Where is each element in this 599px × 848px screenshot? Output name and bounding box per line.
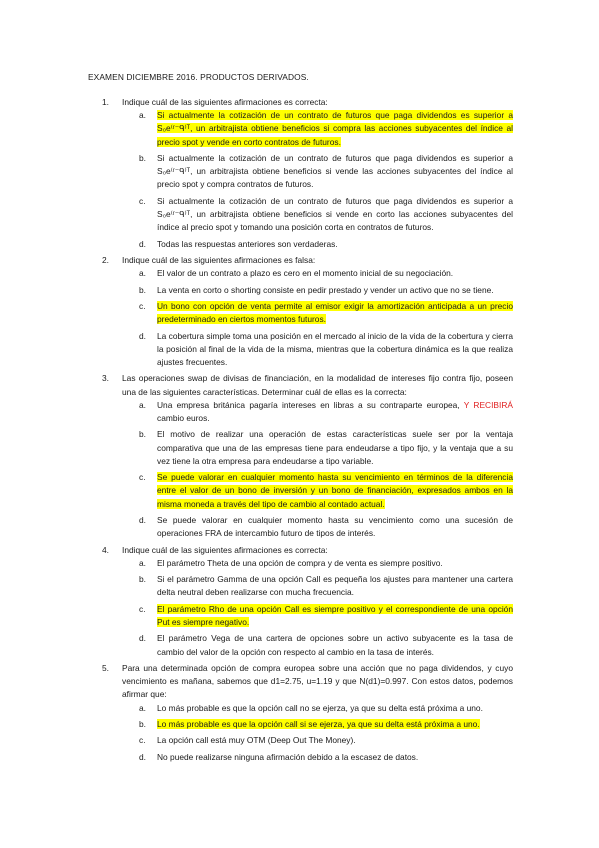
option-4-b xyxy=(122,573,513,599)
highlighted-answer xyxy=(157,301,513,324)
option-letter: a. xyxy=(139,702,146,713)
option-1-d xyxy=(122,238,513,251)
option-text: El parámetro Theta de una opción de compra y de venta es siempre positivo. xyxy=(157,557,443,568)
option-text: Lo más probable es que la opción call si se ejerza, ya que su delta está próxima a uno. xyxy=(157,718,480,729)
option-body xyxy=(157,633,513,656)
option-body xyxy=(157,558,443,568)
question-4 xyxy=(88,544,513,659)
option-body xyxy=(157,429,513,465)
option-3-c xyxy=(122,471,513,511)
question-text: Indique cuál de las siguientes afirmaciones es falsa: xyxy=(122,254,316,265)
option-list xyxy=(122,267,513,369)
option-text: El valor de un contrato a plazo es cero en el momento inicial de su negociación. xyxy=(157,268,454,279)
option-letter: d. xyxy=(139,238,146,249)
option-letter: a. xyxy=(139,110,146,121)
option-5-b xyxy=(122,718,513,731)
option-text: Lo más probable es que la opción call no se ejerza, ya que su delta está próxima a uno. xyxy=(157,702,483,713)
question-number: 1. xyxy=(102,97,109,107)
option-4-d xyxy=(122,632,513,658)
option-4-c xyxy=(122,603,513,629)
option-body xyxy=(157,285,494,295)
option-letter: b. xyxy=(139,284,146,295)
option-2-b xyxy=(122,284,513,297)
option-letter: d. xyxy=(139,514,146,525)
option-letter: c. xyxy=(139,735,146,746)
option-text: Se puede valorar en cualquier momento hasta su vencimiento como una sucesión de operaciones FRA de intercambio futuro de tipos de interés. xyxy=(157,514,513,539)
option-3-b xyxy=(122,428,513,468)
option-letter: b. xyxy=(139,574,146,585)
option-1-b xyxy=(122,152,513,192)
option-text: La opción call está muy OTM (Deep Out The Money). xyxy=(157,735,356,746)
option-letter: d. xyxy=(139,633,146,644)
option-body xyxy=(157,268,453,278)
option-letter: a. xyxy=(139,557,146,568)
option-letter: b. xyxy=(139,153,146,163)
option-body xyxy=(157,196,513,232)
option-1-a xyxy=(122,109,513,149)
option-letter: a. xyxy=(139,399,146,410)
option-text: El parámetro Vega de una cartera de opciones sobre un activo subyacente es la tasa de cambio del valor de la opción con respecto al cambio en la tasa de interés. xyxy=(157,633,513,657)
option-text: El parámetro Rho de una opción Call es siempre positivo y el correspondiente de una opción Put es siempre negativo. xyxy=(157,603,513,627)
option-text: Una empresa británica pagaría intereses en libras a su contraparte europea, xyxy=(157,399,460,410)
option-letter: a. xyxy=(139,268,146,279)
question-number: 5. xyxy=(102,662,109,673)
option-body xyxy=(157,331,513,367)
option-2-a xyxy=(122,267,513,280)
option-letter: c. xyxy=(139,195,146,206)
option-letter: b. xyxy=(139,718,146,729)
question-number: 2. xyxy=(102,254,109,265)
question-text: Las operaciones swap de divisas de financiación, en la modalidad de intereses fijo contra fijo, poseen una de las siguientes características. Determinar cuál de ellas es la correcta: xyxy=(122,373,513,397)
highlighted-answer xyxy=(157,604,513,627)
question-1 xyxy=(88,96,513,251)
option-letter: c. xyxy=(139,300,146,311)
option-body xyxy=(157,400,513,423)
question-2 xyxy=(88,254,513,369)
highlighted-answer xyxy=(157,472,513,508)
option-list xyxy=(122,702,513,764)
option-2-c xyxy=(122,300,513,326)
option-5-c xyxy=(122,734,513,747)
option-letter: c. xyxy=(139,603,146,614)
option-text: Si actualmente la cotización de un contrato de futuros que paga dividendos es superior a S₀e⁽ʳ⁻ᑫ⁾ᵀ, un arbitrajista obtiene beneficios si vende en corto las acciones subyacentes del índice al precio spot y tomando una posición corta en contratos de futuros. xyxy=(157,195,513,233)
option-text: Se puede valorar en cualquier momento hasta su vencimiento en términos de la diferencia entre el valor de un bono de inversión y un bono de financiación, expresados ambos en la misma moneda a través del tipo de cambio al contado actual. xyxy=(157,472,513,509)
option-text: Un bono con opción de venta permite al emisor exigir la amortización anticipada a un precio predeterminado en ciertos momentos futuros. xyxy=(157,300,513,325)
option-3-d xyxy=(122,514,513,540)
question-text: Indique cuál de las siguientes afirmaciones es correcta: xyxy=(122,97,328,107)
option-letter: d. xyxy=(139,330,146,341)
option-text: Si el parámetro Gamma de una opción Call es pequeña los ajustes para mantener una cartera delta neutral deben realizarse con mucha frecuencia. xyxy=(157,574,513,598)
question-5 xyxy=(88,662,513,764)
option-5-d xyxy=(122,751,513,764)
option-body xyxy=(157,153,513,189)
option-body xyxy=(157,515,513,538)
option-text: El motivo de realizar una operación de estas características suele ser por la ventaja comparativa que una de las empresas tiene para endeudarse a tipo fijo, y la ventaja que a su vez tiene la otra empresa para endeudarse a tipo variable. xyxy=(157,429,513,466)
option-letter: c. xyxy=(139,472,146,483)
option-list xyxy=(122,557,513,659)
question-list xyxy=(88,96,513,767)
option-3-a xyxy=(122,399,513,425)
option-text: Si actualmente la cotización de un contrato de futuros que paga dividendos es superior a S₀e⁽ʳ⁻ᑫ⁾ᵀ, un arbitrajista obtiene beneficios si compra las acciones subyacentes del índice al precio spot y vende en corto contratos de futuros. xyxy=(157,110,513,147)
option-text: Todas las respuestas anteriores son verdaderas. xyxy=(157,238,338,249)
option-letter: d. xyxy=(139,751,146,762)
option-5-a xyxy=(122,702,513,715)
question-number: 4. xyxy=(102,544,109,555)
question-number: 3. xyxy=(102,373,109,384)
option-1-c xyxy=(122,195,513,235)
option-list xyxy=(122,399,513,541)
option-text: No puede realizarse ninguna afirmación debido a la escasez de datos. xyxy=(157,751,419,762)
highlighted-answer xyxy=(157,110,513,146)
highlighted-answer xyxy=(157,719,480,729)
option-text-continued: cambio euros. xyxy=(157,412,210,423)
option-text: Si actualmente la cotización de un contrato de futuros que paga dividendos es superior a S₀e⁽ʳ⁻ᑫ⁾ᵀ, un arbitrajista obtiene beneficios si vende las acciones subyacentes del índice al precio spot y compra contratos de futuros. xyxy=(157,153,513,190)
option-2-d xyxy=(122,330,513,370)
option-body xyxy=(157,239,338,249)
question-text: Indique cuál de las siguientes afirmaciones es correcta: xyxy=(122,544,328,555)
option-body xyxy=(157,752,418,762)
option-letter: b. xyxy=(139,429,146,440)
red-annotation: Y RECIBIRÁ xyxy=(463,399,513,410)
option-body xyxy=(157,703,483,713)
question-3 xyxy=(88,372,513,540)
option-body xyxy=(157,735,356,745)
option-list xyxy=(122,109,513,251)
option-4-a xyxy=(122,557,513,570)
question-text: Para una determinada opción de compra europea sobre una acción que no paga dividendos, y cuyo vencimiento es mañana, sabemos que d1=2.75, u=1.19 y que N(d1)=0.997. Con estos datos, podemos afirmar que: xyxy=(122,662,513,700)
option-body xyxy=(157,574,513,597)
option-text: La cobertura simple toma una posición en el mercado al inicio de la vida de la cobertura y cierra la posición al final de la vida de la misma, mientras que la cobertura dinámica es la que realiza ajustes frecuentes. xyxy=(157,330,513,367)
option-text: La venta en corto o shorting consiste en pedir prestado y vender un activo que no se tiene. xyxy=(157,284,494,295)
exam-title: EXAMEN DICIEMBRE 2016. PRODUCTOS DERIVADOS. xyxy=(88,72,309,82)
